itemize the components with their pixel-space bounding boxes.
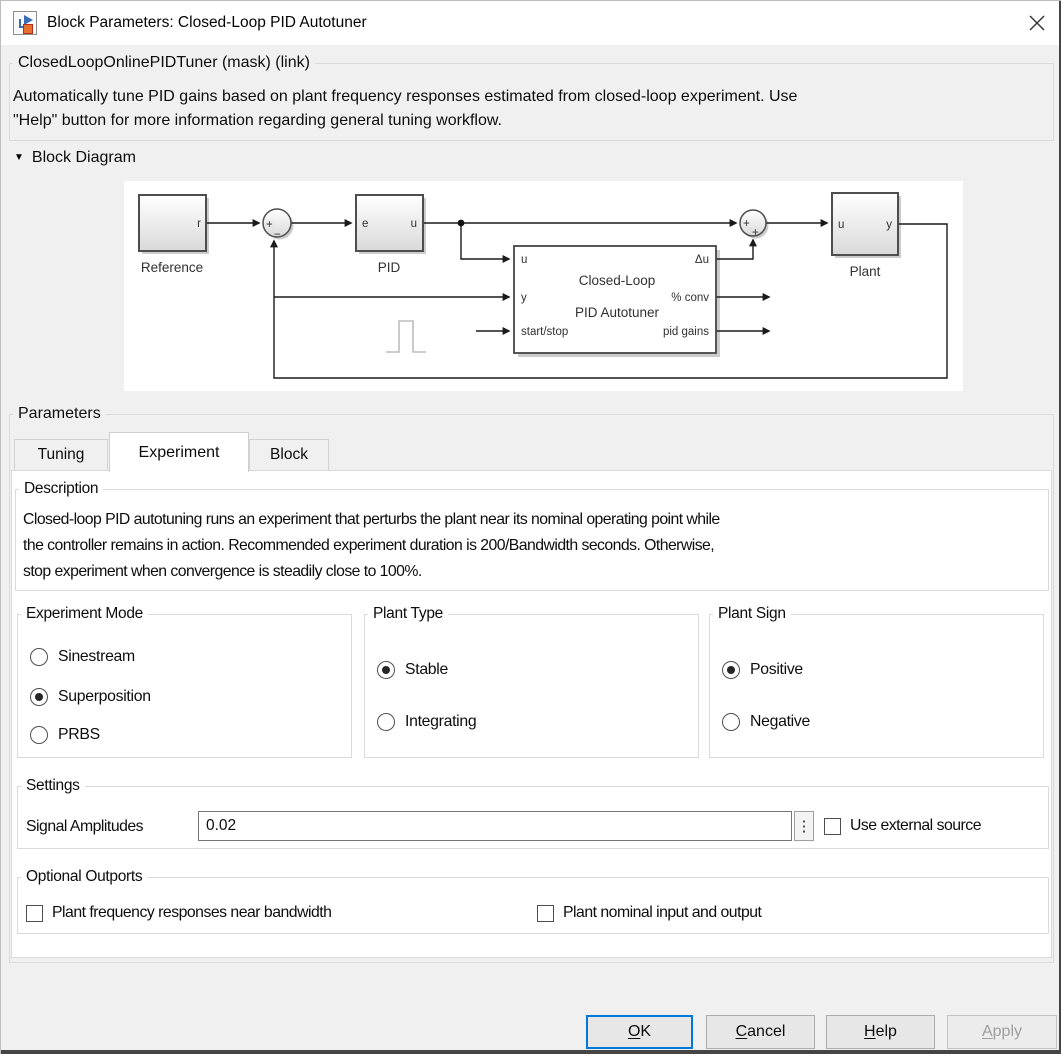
settings-label: Settings — [21, 776, 85, 796]
window-bottom-border — [1, 1050, 1061, 1054]
tab-block[interactable] — [249, 439, 329, 470]
ok-button[interactable]: OK — [586, 1015, 693, 1049]
plant-type-label: Plant Type — [368, 604, 448, 624]
plant-block-label: Plant — [849, 264, 881, 279]
titlebar — [1, 1, 1061, 45]
pid-block-label: PID — [377, 260, 401, 275]
tab-block-label: Block — [270, 446, 308, 463]
plant-nominal-io-checkbox[interactable]: Plant nominal input and output — [537, 904, 761, 922]
block-diagram-canvas — [124, 181, 963, 391]
radio-circle — [722, 713, 740, 731]
sum1-minus-sign: − — [274, 229, 281, 241]
autotuner-port-conv: % conv — [671, 292, 709, 304]
simulink-block-icon — [13, 11, 37, 35]
tab-tuning-label: Tuning — [37, 446, 85, 463]
optional-outports-group — [17, 868, 1049, 934]
description-line: the controller remains in action. Recommended experiment duration is 200/Bandwidth seconds. Otherwise, — [23, 537, 715, 554]
radio-circle — [722, 661, 740, 679]
block-diagram-toggle[interactable] — [14, 149, 136, 167]
pid-port-u: u — [410, 218, 417, 230]
mask-description-line: Automatically tune PID gains based on plant frequency responses estimated from closed-loop experiment. Use — [13, 88, 798, 105]
optional-outports-label: Optional Outports — [21, 867, 147, 887]
tab-experiment-label: Experiment — [138, 443, 220, 461]
experiment-description-text — [23, 507, 1039, 585]
plant-type-group — [364, 605, 699, 758]
window-title: Block Parameters: Closed-Loop PID Autotuner — [47, 14, 367, 31]
checkbox-box — [824, 818, 841, 835]
radio-stable[interactable]: Stable — [377, 660, 448, 679]
autotuner-port-startstop: start/stop — [521, 326, 569, 338]
autotuner-label-line2: PID Autotuner — [574, 305, 660, 320]
description-line: stop experiment when convergence is steadily close to 100%. — [23, 563, 422, 580]
dots-vertical-icon: ⋮ — [796, 818, 812, 835]
autotuner-port-u: u — [521, 254, 528, 266]
close-icon[interactable] — [1025, 11, 1049, 35]
sum2-plus-top: + — [743, 218, 750, 230]
description-line: Closed-loop PID autotuning runs an experiment that perturbs the plant near its nominal operating point while — [23, 511, 720, 528]
experiment-mode-group — [17, 605, 352, 758]
icon-square-shape — [23, 24, 33, 34]
sum1-plus-sign: + — [266, 219, 273, 231]
radio-circle — [30, 726, 48, 744]
autotuner-port-pidgains: pid gains — [662, 326, 709, 338]
plant-port-y: y — [886, 219, 892, 231]
plant-sign-label: Plant Sign — [713, 604, 791, 624]
plant-sign-group — [709, 605, 1044, 758]
help-button[interactable]: Help — [826, 1015, 935, 1049]
mask-description — [13, 85, 1043, 133]
pulse-signal-icon — [386, 321, 426, 352]
settings-group — [17, 777, 1049, 849]
mask-description-line: "Help" button for more information regarding general tuning workflow. — [13, 112, 502, 129]
radio-circle — [377, 661, 395, 679]
parameters-section-label: Parameters — [13, 404, 106, 424]
expand-value-button[interactable] — [794, 811, 814, 841]
description-group-label: Description — [19, 479, 103, 499]
tab-experiment[interactable] — [109, 432, 249, 472]
radio-integrating[interactable]: Integrating — [377, 712, 476, 731]
autotuner-port-y: y — [521, 292, 527, 304]
autotuner-label-line1: Closed-Loop — [578, 273, 656, 288]
radio-negative[interactable]: Negative — [722, 712, 810, 731]
radio-prbs[interactable]: PRBS — [30, 725, 100, 744]
mask-name: ClosedLoopOnlinePIDTuner (mask) (link) — [13, 53, 315, 73]
plant-port-u: u — [838, 219, 845, 231]
reference-port-r: r — [197, 218, 201, 230]
sum2-plus-bottom: + — [752, 227, 759, 239]
tab-tuning[interactable] — [14, 439, 108, 470]
radio-circle — [30, 688, 48, 706]
cancel-button[interactable]: Cancel — [706, 1015, 815, 1049]
radio-circle — [30, 648, 48, 666]
collapse-arrow-icon: ▼ — [14, 152, 24, 163]
radio-sinestream[interactable]: Sinestream — [30, 647, 135, 666]
checkbox-box — [26, 905, 43, 922]
block-diagram-section-label: Block Diagram — [31, 149, 136, 166]
plant-frequency-responses-checkbox[interactable]: Plant frequency responses near bandwidth — [26, 904, 331, 922]
apply-button[interactable]: Apply — [947, 1015, 1057, 1049]
reference-block-label: Reference — [140, 260, 204, 275]
autotuner-port-du: Δu — [694, 254, 709, 266]
pid-port-e: e — [362, 218, 369, 230]
use-external-source-checkbox[interactable]: Use external source — [824, 817, 981, 835]
signal-amplitudes-label: Signal Amplitudes — [26, 818, 144, 835]
radio-positive[interactable]: Positive — [722, 660, 803, 679]
radio-superposition[interactable]: Superposition — [30, 687, 151, 706]
checkbox-box — [537, 905, 554, 922]
experiment-mode-label: Experiment Mode — [21, 604, 148, 624]
signal-amplitudes-input[interactable] — [198, 811, 792, 841]
radio-circle — [377, 713, 395, 731]
